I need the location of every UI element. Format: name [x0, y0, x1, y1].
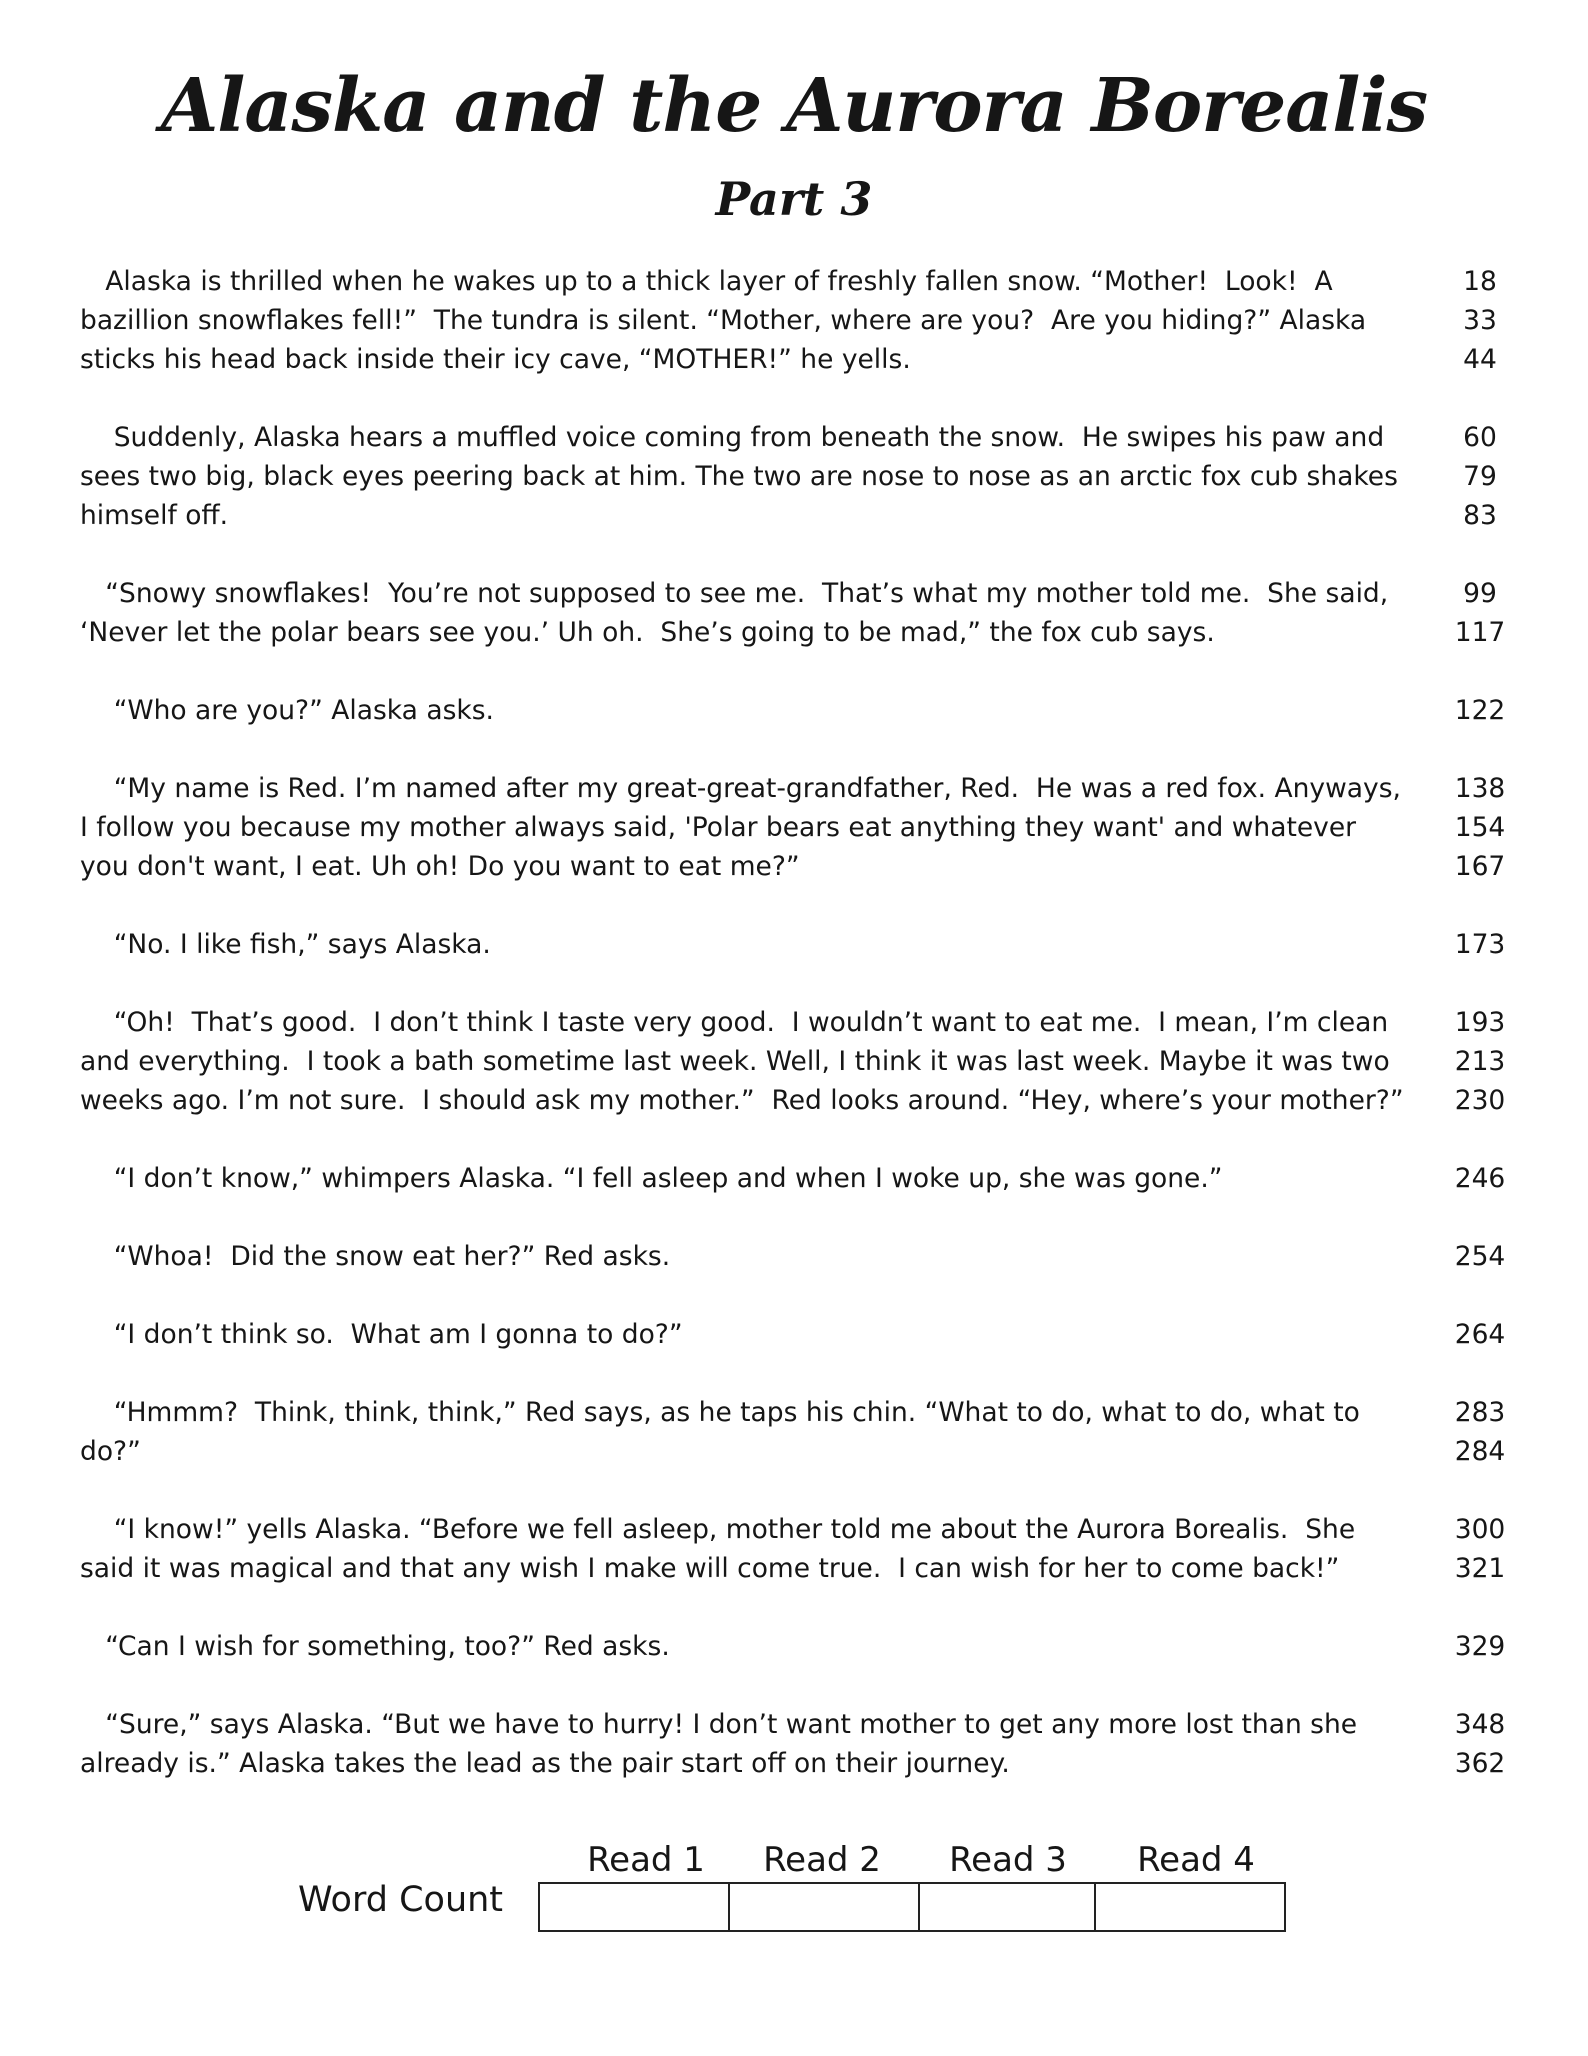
read-4-cell[interactable] [1096, 1884, 1284, 1930]
line-text: weeks ago. I’m not sure. I should ask my mother.” Red looks around. “Hey, where’s your mother?” [80, 1085, 1404, 1116]
story-paragraph [80, 1315, 1520, 1354]
read-2-heading: Read 2 [763, 1840, 881, 1880]
running-word-count: 283 [1454, 1397, 1506, 1428]
line-text: and everything. I took a bath sometime last week. Well, I think it was last week. Maybe it was two [80, 1046, 1390, 1077]
line-text: do?” [80, 1436, 141, 1467]
story-line [80, 1237, 1520, 1276]
line-text: “Hmmm? Think, think, think,” Red says, as he taps his chin. “What to do, what to do, what to [80, 1397, 1360, 1428]
line-text: “I don’t know,” whimpers Alaska. “I fell asleep and when I woke up, she was gone.” [80, 1163, 1223, 1194]
story-line [80, 496, 1520, 535]
story-line [80, 691, 1520, 730]
running-word-count: 122 [1454, 695, 1506, 726]
story-line [80, 808, 1520, 847]
running-word-count: 117 [1454, 617, 1506, 648]
line-text: already is.” Alaska takes the lead as the pair start off on their journey. [80, 1748, 1010, 1779]
story-line [80, 1549, 1520, 1588]
running-word-count: 300 [1454, 1514, 1506, 1545]
line-text: himself off. [80, 500, 229, 531]
line-text: “Whoa! Did the snow eat her?” Red asks. [80, 1241, 671, 1272]
story-line [80, 457, 1520, 496]
line-text: “I don’t think so. What am I gonna to do?” [80, 1319, 683, 1350]
story-line [80, 925, 1520, 964]
story-line [80, 847, 1520, 886]
running-word-count: 321 [1454, 1553, 1506, 1584]
line-text: “I know!” yells Alaska. “Before we fell asleep, mother told me about the Aurora Borealis. She [80, 1514, 1356, 1545]
running-word-count: 362 [1454, 1748, 1506, 1779]
line-text: bazillion snowflakes fell!” The tundra is silent. “Mother, where are you? Are you hiding?” Alaska [80, 305, 1367, 336]
read-2-cell[interactable] [730, 1884, 920, 1930]
running-word-count: 99 [1463, 578, 1497, 609]
line-text: Suddenly, Alaska hears a muffled voice coming from beneath the snow. He swipes his paw and [80, 422, 1385, 453]
running-word-count: 44 [1463, 344, 1497, 375]
story-line [80, 613, 1520, 652]
running-word-count: 173 [1454, 929, 1506, 960]
line-text: I follow you because my mother always said, 'Polar bears eat anything they want' and whatever [80, 812, 1357, 843]
running-word-count: 193 [1454, 1007, 1506, 1038]
story-line [80, 1159, 1520, 1198]
story-paragraph [80, 1510, 1520, 1588]
running-word-count: 264 [1454, 1319, 1506, 1350]
page-subtitle: Part 3 [715, 172, 873, 226]
story-paragraph [80, 1705, 1520, 1783]
line-text: “Oh! That’s good. I don’t think I taste very good. I wouldn’t want to eat me. I mean, I’m clean [80, 1007, 1389, 1038]
story-paragraph [80, 1003, 1520, 1120]
line-text: said it was magical and that any wish I make will come true. I can wish for her to come back!” [80, 1553, 1340, 1584]
line-text: “Who are you?” Alaska asks. [80, 695, 494, 726]
read-4-heading: Read 4 [1137, 1840, 1255, 1880]
running-word-count: 329 [1454, 1631, 1506, 1662]
read-3-heading: Read 3 [949, 1840, 1067, 1880]
story-line [80, 1510, 1520, 1549]
story-line [80, 1315, 1520, 1354]
running-word-count: 138 [1454, 773, 1506, 804]
story-paragraph [80, 574, 1520, 652]
running-word-count: 33 [1463, 305, 1497, 336]
running-word-count: 246 [1454, 1163, 1506, 1194]
running-word-count: 18 [1463, 266, 1497, 297]
word-count-label: Word Count [298, 1880, 504, 1920]
read-3-cell[interactable] [920, 1884, 1096, 1930]
running-word-count: 348 [1454, 1709, 1506, 1740]
story-paragraph [80, 418, 1520, 535]
story-paragraph [80, 262, 1520, 379]
story-line [80, 1003, 1520, 1042]
line-text: you don't want, I eat. Uh oh! Do you want to eat me?” [80, 851, 800, 882]
read-1-cell[interactable] [540, 1884, 730, 1930]
story-line [80, 301, 1520, 340]
line-text: “My name is Red. I’m named after my great-great-grandfather, Red. He was a red fox. Anyways, [80, 773, 1401, 804]
story-paragraph [80, 691, 1520, 730]
line-text: “Snowy snowflakes! You’re not supposed to see me. That’s what my mother told me. She said, [80, 578, 1389, 609]
story-paragraph [80, 1393, 1520, 1471]
story-line [80, 262, 1520, 301]
story-paragraph [80, 1627, 1520, 1666]
story-paragraph [80, 925, 1520, 964]
story-line [80, 1744, 1520, 1783]
running-word-count: 79 [1463, 461, 1497, 492]
story-line [80, 1627, 1520, 1666]
running-word-count: 284 [1454, 1436, 1506, 1467]
story-paragraph [80, 769, 1520, 886]
story-line [80, 1081, 1520, 1120]
page-title: Alaska and the Aurora Borealis [160, 63, 1428, 149]
line-text: ‘Never let the polar bears see you.’ Uh oh. She’s going to be mad,” the fox cub says. [80, 617, 1215, 648]
story-line [80, 418, 1520, 457]
story-line [80, 1393, 1520, 1432]
running-word-count: 83 [1463, 500, 1497, 531]
running-word-count: 213 [1454, 1046, 1506, 1077]
running-word-count: 60 [1463, 422, 1497, 453]
story-line [80, 1042, 1520, 1081]
story-paragraph [80, 1237, 1520, 1276]
story-paragraph [80, 1159, 1520, 1198]
word-count-table [538, 1882, 1286, 1932]
line-text: “Sure,” says Alaska. “But we have to hurry! I don’t want mother to get any more lost than she [80, 1709, 1358, 1740]
story-text [80, 262, 1520, 1822]
line-text: Alaska is thrilled when he wakes up to a thick layer of freshly fallen snow. “Mother! Look! A [80, 266, 1333, 297]
story-line [80, 1705, 1520, 1744]
line-text: “Can I wish for something, too?” Red asks. [80, 1631, 670, 1662]
running-word-count: 230 [1454, 1085, 1506, 1116]
line-text: “No. I like fish,” says Alaska. [80, 929, 491, 960]
story-line [80, 340, 1520, 379]
line-text: sees two big, black eyes peering back at him. The two are nose to nose as an arctic fox cub shakes [80, 461, 1398, 492]
running-word-count: 154 [1454, 812, 1506, 843]
running-word-count: 167 [1454, 851, 1506, 882]
story-line [80, 1432, 1520, 1471]
read-1-heading: Read 1 [587, 1840, 705, 1880]
story-line [80, 769, 1520, 808]
line-text: sticks his head back inside their icy cave, “MOTHER!” he yells. [80, 344, 911, 375]
running-word-count: 254 [1454, 1241, 1506, 1272]
story-line [80, 574, 1520, 613]
